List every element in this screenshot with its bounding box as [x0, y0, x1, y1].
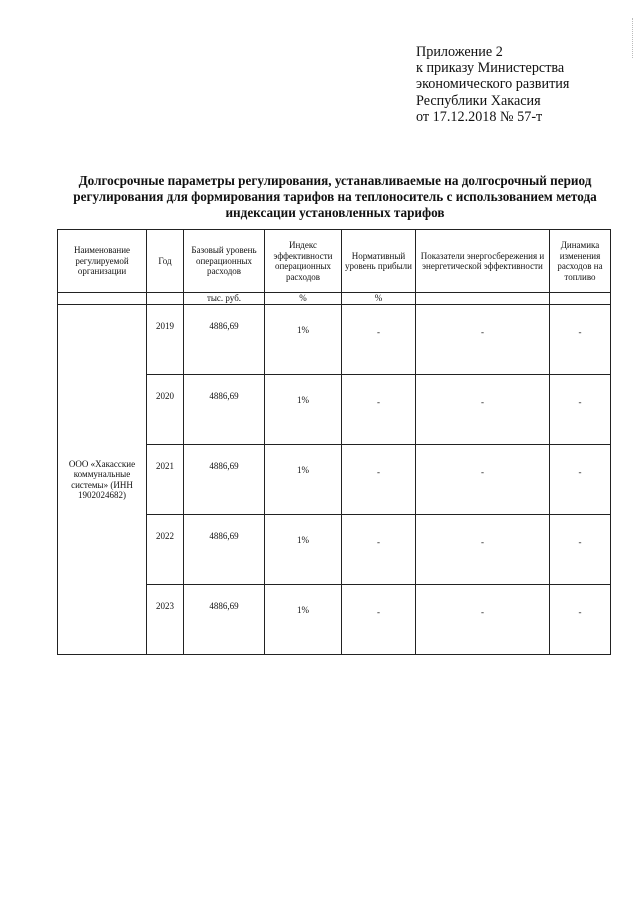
energy-cell: -	[416, 515, 550, 585]
efficiency-index-cell: 1%	[265, 305, 342, 375]
header-fuel-dynamics: Динамика изменения расходов на топливо	[550, 230, 611, 293]
base-level-cell: 4886,69	[184, 515, 265, 585]
profit-cell: -	[342, 375, 416, 445]
header-energy-indicators: Показатели энергосбережения и энергетической эффективности	[416, 230, 550, 293]
energy-cell: -	[416, 445, 550, 515]
document-title: Долгосрочные параметры регулирования, устанавливаемые на долгосрочный период регулирования для формирования тарифов на теплоноситель с использованием метода индексации установленных тарифов	[73, 173, 597, 220]
year-cell: 2022	[147, 515, 184, 585]
fuel-cell: -	[550, 445, 611, 515]
year-cell: 2021	[147, 445, 184, 515]
profit-cell: -	[342, 585, 416, 655]
energy-cell: -	[416, 305, 550, 375]
fuel-cell: -	[550, 305, 611, 375]
profit-cell: -	[342, 515, 416, 585]
fuel-cell: -	[550, 515, 611, 585]
header-row	[58, 230, 611, 293]
parameters-table	[57, 229, 611, 655]
appendix-line: Республики Хакасия	[416, 92, 541, 109]
base-level-cell: 4886,69	[184, 445, 265, 515]
scan-edge-mark	[632, 18, 634, 58]
appendix-line: от 17.12.2018 № 57-т	[416, 108, 543, 125]
unit-cell: %	[342, 293, 416, 305]
units-row	[58, 293, 611, 305]
year-cell: 2020	[147, 375, 184, 445]
unit-cell	[58, 293, 147, 305]
organization-name: ООО «Хакасские коммунальные системы» (ИНН 1902024682)	[58, 305, 147, 655]
header-year: Год	[147, 230, 184, 293]
appendix-block	[416, 44, 631, 125]
fuel-cell: -	[550, 585, 611, 655]
unit-cell	[416, 293, 550, 305]
unit-cell: тыс. руб.	[184, 293, 265, 305]
header-organization: Наименование регулируемой организации	[58, 230, 147, 293]
energy-cell: -	[416, 585, 550, 655]
profit-cell: -	[342, 305, 416, 375]
year-cell: 2023	[147, 585, 184, 655]
appendix-line: Приложение 2	[416, 44, 503, 60]
fuel-cell: -	[550, 375, 611, 445]
unit-cell: %	[265, 293, 342, 305]
unit-cell	[550, 293, 611, 305]
unit-cell	[147, 293, 184, 305]
year-cell: 2019	[147, 305, 184, 375]
efficiency-index-cell: 1%	[265, 515, 342, 585]
efficiency-index-cell: 1%	[265, 445, 342, 515]
profit-cell: -	[342, 445, 416, 515]
appendix-line: экономического развития	[416, 76, 570, 93]
table-row	[58, 305, 611, 375]
base-level-cell: 4886,69	[184, 305, 265, 375]
efficiency-index-cell: 1%	[265, 375, 342, 445]
energy-cell: -	[416, 375, 550, 445]
header-profit-level: Нормативный уровень прибыли	[342, 230, 416, 293]
base-level-cell: 4886,69	[184, 585, 265, 655]
appendix-line: к приказу Министерства	[416, 60, 565, 77]
efficiency-index-cell: 1%	[265, 585, 342, 655]
header-efficiency-index: Индекс эффективности операционных расходов	[265, 230, 342, 293]
header-base-level: Базовый уровень операционных расходов	[184, 230, 265, 293]
base-level-cell: 4886,69	[184, 375, 265, 445]
